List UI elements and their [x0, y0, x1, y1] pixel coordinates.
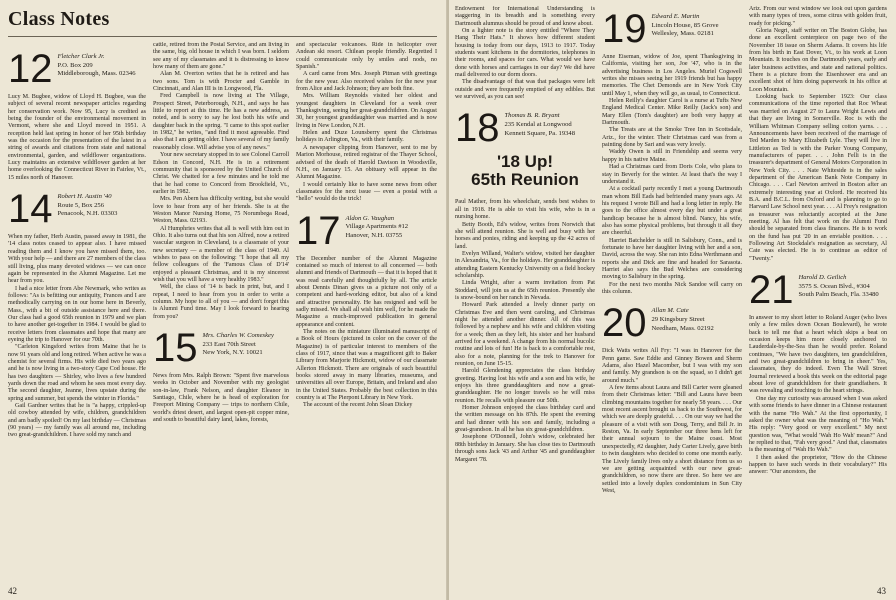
paragraph: cattle, retired from the Postal Service, and am living in the same, big, old house in which I was born. I seldom see any of my classmates and it is distressing to know how many of them are gone." [153, 42, 289, 71]
class-number: 18 [455, 106, 500, 151]
paragraph: Harriet Batchelder is still in Salisbury, Conn., and is fortunate to have her daughter living with her and a son, David, across the way. She ran into Edna Werthmann and reports she and Dick are fine and headed for Sarasota. Harriet also says the Bud Welches are considering moving to Salisbury in the spring. [602, 237, 742, 281]
secretary-name: Harold D. Geilich [798, 274, 847, 282]
paragraph: Fred Campbell is now living at The Village, Prospect Street, Peterborough, N.H., and says he has little to report at this time. He has a new address, as noted, and is sorry to say he lost both his wife and daughter back in the spring. "I came to this spot earlier in 1982," he writes, "and find it most agreeable. Find also that I am getting older. I have several of my family reasonably close. Will advise you of any news." [153, 93, 289, 151]
paragraph: One day my curiosity was aroused when I was asked with some friends to have dinner in a Chinese restaurant with the name "Ho Wah." At the first opportunity, I asked the owner what was the meaning of "Ho Wah." His reply: "Very good or very excellent." My next question was, "What would 'Wah Ho Wah' mean?" And he replied to that, "Fah very good." And that, classmates is the meaning of "Wah Ho Wah." [749, 395, 887, 454]
class-number: 19 [602, 7, 647, 51]
reunion-slogan: '18 Up! [497, 152, 553, 172]
paragraph: Homer Johnson enjoyed the class birthday card and the written message on his 87th. He spent the evening and had dinner with his son and family, including a great-grandson. In all he has six great-grandchildren. [455, 405, 595, 434]
class-number: 17 [296, 208, 341, 253]
class-number: 14 [8, 187, 53, 232]
address-line: Needham, Mass. 02192 [651, 324, 714, 332]
paragraph: Gloria Negri, staff writer on The Boston Globe, has done an excellent centerpiece on page two of the November 18 issue on Sherm Adams. It covers his life from his birth in East Dover, Vt., to his work at Loon Mountain. It touches on the Dartmouth years, early and later business activities, and state and national politics. There is a picture from the Eisenhower era and an excellent shot of him doing paperwork in his office at Loon Mountain. [749, 28, 887, 93]
address-line: Route 5, Box 256 [57, 201, 105, 209]
paragraph: I had a nice letter from Abe Newmark, who writes as follows: "As is befitting our antiquity, Frances and I are methodically carrying on in our home here in Beverly, Mass., with a bit of outside assistance here and there. Our class had a good 65th reunion in 1979 and we plan to have another get-together in 1984. I would be glad to receive letters from classmates and hope that many are eyeing the trip to Hanover for our 70th. [8, 285, 146, 343]
paragraph: Ariz. From our west window we look out upon gardens with many types of trees, some citrus with golden fruit, ready for picking." [749, 6, 887, 27]
paragraph: The account of the recent John Sloan Dickey [303, 402, 413, 409]
secretary-name: Allan M. Cate [651, 307, 689, 315]
class-12-address [8, 47, 146, 91]
class-15-address [153, 326, 289, 371]
reunion-title: 65th Reunion [471, 170, 579, 190]
right-page [449, 0, 896, 600]
address-line: New York, N.Y. 10021 [202, 349, 263, 357]
left-column-2 [153, 42, 289, 582]
paragraph: Mrs. William Reynolds visited her oldest and youngest daughters in Cleveland for a week over Thanksgiving, seeing her great-grandchildren. On August 30, her youngest granddaughter was married and is now living in New London, N.H. [296, 93, 437, 129]
paragraph: Dick Watts writes All Fry: "I was in Hanover for the Penn game. Saw Eddie and Ginney Bowen and Sherm Adams, also Hazel Macomber, but I was with my son and family. My grandson is on the squad, so I didn't get around much." [602, 348, 742, 384]
paragraph: Helen and Duze Lounsberry spent the Christmas holidays in Arlington, Va., with their family. [296, 130, 437, 144]
class-21-address [749, 268, 887, 313]
paragraph: Linda Wright, after a warm invitation from Pat Stoddard, will join us at the 65th reunion. Presently she is snow-bound on her ranch in Nevada. [455, 280, 595, 301]
secretary-name: Fletcher Clark Jr. [57, 53, 105, 60]
class-14-address [8, 187, 146, 232]
paragraph: Josephone O'Donnell, John's widow, celebrated her 88th birthday in January. She has close ties to Dartmouth through sons Jack '43 and Arthur '45 and granddaughter Margaret '78. [455, 434, 595, 463]
paragraph: Gail Gardner writes that he is "a happy, crippled-up old cowboy attended by wife, children, grandchildren and am badly spoiled! On my last birthday — Christmas (90 years) — my family was all around me, including two great-grandchildren. I have sold my ranch and [8, 403, 146, 439]
paragraph: Al Humphries writes that all is well with him out in Ohio. It also turns out that his son Alfred, now a retired vascular surgeon in Cleveland, is a classmate of your new secretary — a member of the class of 1940. Al wishes to pass on the following: "I hope that all my fellow colleagues of the 'Famous Class of D'14' enjoyed a pleasant Christmas, and it is my sincerest wish that you will have a very healthy 1983." [153, 225, 289, 283]
paragraph: Betty Booth, Ed's widow, writes from Norwich that she will attend reunion. She is well and busy with her horses and ponies, riding and keeping up the 42 acres of land. [455, 221, 595, 250]
paragraph: A few items about Laura and Bill Carter were gleaned from their Christmas letter: "Bill and Laura have been climbing mountains together for nearly 58 years. . . . Our most recent ascent brought us back to the Southwest, for which we are deeply grateful. . . . On our way we had the pleasure of a visit with son Doug, Terry, and Bill Jr. in Reston, Va. In early September our three hens left for their annual sojourn to the Maine coast. Most unexpectedly, #2 daughter, Judy Carter Lively, gave birth to twin daughters who decided to come one month early. The Lively family lives only a short distance from us so we are getting acquainted with our new great-grandchildren, so now there are three. So here we are settled into a lovely duplex condominium in Sun City West, [602, 385, 742, 494]
class-number: 21 [749, 268, 794, 313]
address-line: 235 Kendal at Longwood [504, 121, 572, 129]
paragraph: Looking back to September 1923: Our class communications of the time reported that Roc Wheat was married on August 27 to Laura Wright Lewis and that they are living in Somerville. Roc is with the William Whitman Company selling cotton yarns. . . . Announcements have been received of the marriage of Ted Marden to Mary Elizabeth Lyle. They will live in Littleton as Ted is with the Parker Young Company, manufacturers of paper. . . . John Felli is in the treasurer's department of General Motors Corporation in New York City. . . . Nate Whiteside is in the sales department of the American Bank Note Company in Chicago. . . . Carl Newton arrived in Boston after an extremely interesting year at Oxford. He received his B.A. and B.C.L. from Oxford and is planning to go to Harvard Law School next year. . . . Al Frey's resignation as treasurer was reluctantly accepted at the June meeting. Al has felt that work on the Alumni Fund should be separated from class finances. He is to work on the fund has put '20 in an enviable position. . . . Following Art Stockdale's resignation as secretary, Al Cate was elected. He is to continue as editor of "Twenty." [749, 94, 887, 262]
address-line: Village Apartments #12 [345, 223, 409, 231]
paragraph: A card came from Mrs. Joseph Pitman with greetings for the new year. Also received wishes for the new year from Alice and Jack Johnson; they are both fine. [296, 71, 437, 93]
secretary-name: Edward E. Martin [651, 13, 700, 20]
class-number: 12 [8, 47, 53, 91]
address-line: P.O. Box 209 [57, 61, 93, 69]
address-line: 233 East 70th Street [202, 340, 256, 348]
paragraph: A newspaper clipping from Hanover, sent to me by Marion Morhouse, retired registrar of the Thayer School, advised of the death of Harold Davison in Woodsville, N.H., on January 15. An obituary will appear in the Alumni Magazine. [296, 144, 437, 181]
paragraph: On a lighter note is the story entitled "Where They Hang Their Hats." It shows how different student housing is today from our days, 1913 to 1917. Today students want kitchens in the dormitories, telephones in their rooms, and spaces for cars. What would we have done with horses and carriages in our day? We did have mail delivered to our dorm doors. [455, 28, 595, 79]
paragraph: When my father, Herb Austin, passed away in 1981, the '14 class notes ceased to appear also. I have missed reading them and I know you have missed them, too. With your help — and there are 27 members of the class still living, plus many devoted widows — we can once again be represented in the Alumni Magazine. Let me hear from you. [8, 234, 146, 285]
paragraph: Alan M. Overton writes that he is retired and has two sons. Tom is with Procter and Gamble in Cincinnati, and Alan III is in Longwood, Fla. [153, 71, 289, 93]
paragraph: Well, the class of '14 is back in print, but, and I repeat, I need to hear from you in order to write a column. My hope to all of you — and don't forget this is Alumni Fund time. May I look forward to hearing from you? [153, 284, 289, 320]
paragraph: In answer to my short letter to Roland Auger (who lives only a few miles down Ocean Boulevard), he wrote back to tell me that a heart which skips a beat on occasion keeps him more closely anchored to Lauderdale-by-the-Sea than he would prefer. Roland continues, "We have two daughters, ten grandchildren, and two great-grandchildren to bring in cheer." Yes, classmates, they do indeed. Even The Wall Street Journal reviewed a book this week on the editorial page about love of grandchildren for their grandfathers. It was revealing and touching to the heart strings. [749, 315, 887, 395]
reunion-banner [455, 153, 595, 189]
page-title: Class Notes [8, 8, 110, 30]
address-line: Wellesley, Mass. 02181 [651, 30, 714, 38]
address-line: Hanover, N.H. 03755 [345, 231, 403, 239]
paragraph: The notes on the miniature illuminated manuscript of a Book of Hours (pictured in color on the cover of the Magazine) is of particular interest to members of the class of 1917, since that was a magnificent gift to Baker Library from Marjorie Hickmott, widow of our classmate Allerton Hickmott. There are originals of such beautiful books stored away in many libraries, museums, and universities all over Europe, Britain, and Ireland and also in the United States. Probably the best collection in this country is at The Pierpont Library in New York. [296, 329, 437, 402]
page-number: 42 [8, 586, 17, 596]
right-column-3 [749, 6, 887, 584]
paragraph: Had a Christmas card from Doris Cole, who plans to stay in Beverly for the winter. At least that's the way I understand it. [602, 164, 742, 185]
left-column-1 [8, 42, 146, 582]
address-line: 29 Kingsbury Street [651, 315, 705, 323]
paragraph: Lucy M. Bugbee, widow of Lloyd H. Bugbee, was the subject of several recent newspaper articles regarding her conservation work. Now 95, Lucy is credited as being the founder of the environmental movement in Vermont, where she and Lloyd moved in 1951. A reception held last spring in honor of her 95th birthday was the occasion for the presentation of the latest in a string of awards and citations from state and national environmental, garden, and wildflower organizations. Lucy maintains an extensive wildflower garden at her home overlooking the Connecticut River in Fairlee, Vt., 15 miles north of Hanover. [8, 94, 146, 181]
paragraph: Helen Reilly's daughter Carol is a nurse at Tufts New England Medical Center. Mike Reilly (Jack's son) and Mary Ellen (Tom's daughter) are both very happy at Dartmouth. [602, 98, 742, 127]
paragraph: Howard Park attended a lively dinner party on Christmas Eve and then went caroling, and Christmas night he attended another dinner. All of this was followed by a nephew and his wife and children visiting for a week; then as they left, his sister and her husband arrived for a weekend. A change from his normal bucolic routine and lots of fun! He is back to a comfortable rest, also for a note, planning for the trek to Hanover for reunion, on June 15-15. [455, 302, 595, 368]
paragraph: At a cocktail party recently I met a young Dartmouth man whom Bill Eads had befriended many years ago. At his request I wrote Bill and had a long letter in reply. He goes to the office almost every day but under a great handicap because he is almost blind. Nancy, his wife, also has some physical problems, but through it all they are cheerful. [602, 186, 742, 237]
address-line: 3575 S. Ocean Blvd., #304 [798, 282, 870, 290]
paragraph: and spectacular volcanoes. Ride in helicopter over Andean ski resort. Chilean people friendly. Regretted I could communicate only by smiles and nods, no Spanish." [296, 42, 437, 71]
paragraph: The disadvantage of that was that packages were left outside and were frequently emptied of any edibles. But we survived, as you can see! [455, 79, 595, 101]
class-18-address [455, 106, 595, 151]
paragraph: Endowment for International Understanding is staggering in its breadth and is something every Dartmouth alumnus should be proud of and know about. [455, 6, 595, 27]
class-17-address [296, 208, 437, 253]
paragraph: Anne Eiseman, widow of Joe, spent Thanksgiving in California, visiting her son, Joe '47, who is in the advertising business in Los Angeles. Muriel Cogswell writes she misses seeing her 1919 friends but has happy memories. The Chet Demonds are in New York City until May 1, when they will go, as usual, to Connecticut. [602, 54, 742, 97]
right-column-2 [602, 6, 742, 584]
secretary-name: Robert H. Austin '40 [57, 193, 112, 201]
secretary-name: Mrs. Charles W. Comeskey [202, 332, 274, 340]
class-number: 20 [602, 301, 647, 346]
left-page [0, 0, 447, 600]
class-number: 15 [153, 326, 198, 371]
paragraph: Waddy Owen is still in Friendship and seems very happy in his native Maine. [602, 149, 742, 163]
left-column-3 [296, 42, 437, 582]
paragraph: Paul Mather, from his wheelchair, sends best wishes to all in 1918. He is able to visit his wife, who is in a nursing home. [455, 199, 595, 221]
address-line: Penacook, N.H. 03303 [57, 210, 118, 218]
secretary-name: Aldon G. Vaughan [345, 214, 395, 222]
paragraph: For the next two months Nick Sandoe will carry on this column. [602, 281, 742, 295]
paragraph: Mrs. Pen Abern has difficulty writing, but she would love to hear from any of her friends. She is at the Weston Manor Nursing Home, 75 Norumbega Road, Weston, Mass. 02193. [153, 196, 289, 225]
paragraph: The December number of the Alumni Magazine contained so much of interest to all concerned — both alumni and friends of Dartmouth — that it is hoped that it was read carefully and thoughtfully by all. The article about Dennis Dinan gives us a picture not only of a competent and hard-working editor, but also of a kind and attractive personality. He has resigned and will be sadly missed. We shall all wish him well, for he made the Magazine a much-improved publication in general appearance and content. [296, 255, 437, 328]
address-line: Kennett Square, Pa. 19348 [504, 129, 576, 137]
class-19-address [602, 7, 742, 51]
paragraph: I would certainly like to have some news from other classmates for the next issue — even a postal with a "hello" would do the trick! [296, 181, 437, 203]
address-line: Middleborough, Mass. 02346 [57, 70, 136, 78]
paragraph: Harold Glendening appreciates the class birthday greeting. Having lost his wife and a son and his wife, he enjoys his three granddaughters and now a great-granddaughter. He no longer travels so he will miss reunion. He recalls with pleasure our 50th. [455, 368, 595, 404]
header-rule [8, 36, 437, 37]
page-number: 43 [877, 586, 886, 596]
secretary-name: Thomas B. R. Bryant [504, 112, 560, 120]
paragraph: Evelyn Willand, Walter's widow, visited her daughter in Alexandria, Va., for the holidays. Her granddaughter is attending Eastern Kentucky University on a field hockey scholarship. [455, 250, 595, 279]
class-20-address [602, 301, 742, 346]
paragraph: I then asked the proprietor, "How do the Chinese happen to have such words in their vocabulary?" His answer: "Our ancestors, the [749, 454, 887, 476]
right-column-1 [455, 6, 595, 584]
paragraph: The Treats are at the Smoke Tree Inn in Scottsdale, Ariz., for the winter. Their Christmas card was from a painting done by Sari and was very lovely. [602, 127, 742, 149]
paragraph: Your new secretary stopped in to see Colonel Carroll Edson in Concord, N.H. He is in a retirement community that is sponsored by the United Church of Christ. We chatted for a few minutes and he told me that he had come to Concord from Brookfield, Vt., earlier in 1982. [153, 152, 289, 195]
address-line: Lincoln House, 85 Grove [651, 21, 719, 29]
paragraph: "Carleton Kingsford writes from Maine that he is now 91 years old and long retired. When active he was a chemist for several firms. His wife died two years ago and he is now living in a two-story Cape Cod house. He has two daughters — Shirley, who lives a few hundred yards down the road and whom he sees most every day. The second daughter, Jeanne, lives upstate during the spring and summer, but spends the winter in Florida." [8, 344, 146, 402]
paragraph: News from Mrs. Ralph Brown: "Spent five marvelous weeks in October and November with my geologist son-in-law, Frank Nelson, and daughter Eleanor in Santiago, Chile, where he is head of exploration for Freeport Mining Company — trips to northern Chile, world's driest desert, and largest open-pit copper mine, and south to beautiful dairy land, lakes, forests, [153, 373, 289, 424]
address-line: South Palm Beach, Fla. 33480 [798, 291, 879, 299]
